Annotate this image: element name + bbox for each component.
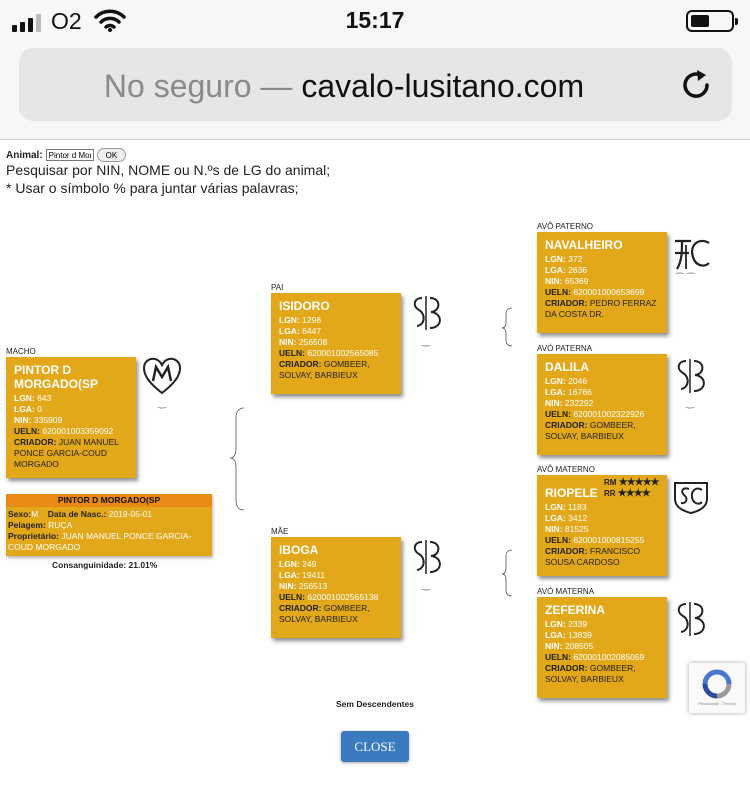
relation-label-paternal-grandfather: AVÔ PATERNO [537, 222, 594, 231]
owner-label: Proprietário: [8, 531, 60, 541]
ueln-label: UELN: [14, 426, 40, 436]
nin-value: 256508 [298, 337, 328, 347]
ueln-value: 620001002565138 [307, 592, 379, 602]
ueln-value: 620001002085059 [573, 652, 645, 662]
url-domain: cavalo-lusitano.com [301, 68, 585, 104]
nin-label: NIN: [545, 398, 563, 408]
consang-value: 21.01% [128, 560, 158, 570]
breeder-label: CRIADOR: [14, 437, 57, 447]
ueln-label: UELN: [545, 535, 571, 545]
maternal-grandfather-name: RIOPELE [545, 486, 598, 500]
paternal-grandmother-card[interactable] [537, 354, 667, 455]
logo-divider: ‿ [422, 580, 431, 591]
logo-divider: ⁀ ⁀ [676, 274, 695, 285]
ueln-label: UELN: [545, 652, 571, 662]
breeder-label: CRIADOR: [279, 359, 322, 369]
maternal-grandmother-name: ZEFERINA [545, 603, 605, 617]
lga-value: 19411 [302, 570, 326, 580]
lgn-value: 1183 [568, 502, 587, 512]
rr-stars: ★★★★ [617, 488, 650, 499]
breeder-value: PEDRO FERRAZ DA COSTA DR. [545, 298, 657, 319]
lgn-label: LGN: [545, 254, 566, 264]
lga-label: LGA: [279, 326, 300, 336]
lga-value: 0 [37, 404, 42, 414]
breeder-value: GOMBEER, SOLVAY, BARBIEUX [279, 359, 370, 380]
sex-value: M [31, 509, 39, 519]
search-hint-2: * Usar o símbolo % para juntar várias palavras; [6, 180, 299, 196]
relation-label-sire: PAI [271, 283, 284, 292]
lga-value: 13839 [568, 630, 592, 640]
lga-value: 6447 [302, 326, 322, 336]
sire-card[interactable] [271, 293, 401, 394]
sb-icon [673, 599, 709, 639]
recaptcha-links[interactable]: Privacidade - Termos [698, 701, 736, 706]
owner-value: JUAN MANUEL PONCE GARCIA-COUD MORGADO [8, 531, 192, 552]
paternal-grandfather-name: NAVALHEIRO [545, 238, 623, 252]
nin-value: 335909 [33, 415, 63, 425]
animal-name: PINTOR D MORGADO(SP [14, 363, 98, 391]
lga-value: 2636 [568, 265, 588, 275]
dam-name: IBOGA [279, 543, 319, 557]
lgn-label: LGN: [545, 376, 566, 386]
nin-value: 81525 [564, 524, 589, 534]
breeder-label: CRIADOR: [545, 663, 588, 673]
paternal-grandmother-name: DALILA [545, 360, 589, 374]
breeder-value: JUAN MANUEL PONCE GARCIA-COUD MORGADO [14, 437, 119, 469]
nin-value: 256513 [298, 581, 328, 591]
sire-name: ISIDORO [279, 299, 330, 313]
breeder-label: CRIADOR: [279, 603, 322, 613]
sb-icon [673, 356, 709, 396]
breeder-value: GOMBEER, SOLVAY, BARBIEUX [279, 603, 370, 624]
animal-card[interactable] [6, 357, 136, 478]
lgn-label: LGN: [545, 619, 566, 629]
consanguinity [52, 560, 157, 570]
nin-value: 232292 [564, 398, 594, 408]
relation-label-paternal-grandmother: AVÓ PATERNA [537, 344, 593, 353]
search-hint-1: Pesquisar por NIN, NOME ou N.ºs de LG do animal; [6, 162, 331, 178]
dam-card[interactable] [271, 537, 401, 638]
ok-button[interactable]: OK [97, 148, 127, 162]
relation-label-animal: MACHO [6, 347, 36, 356]
lgn-value: 249 [302, 559, 317, 569]
breeder-label: CRIADOR: [545, 298, 588, 308]
lgn-value: 2046 [568, 376, 588, 386]
close-button[interactable]: CLOSE [341, 731, 409, 762]
sb-icon [409, 293, 445, 333]
ueln-label: UELN: [545, 409, 571, 419]
lga-label: LGA: [545, 630, 566, 640]
breeder-value: FRANCISCO SOUSA CARDOSO [545, 546, 640, 567]
consang-label: Consanguinidade: [52, 560, 127, 570]
lga-label: LGA: [545, 387, 566, 397]
logo-divider: ‿ [686, 398, 695, 409]
sc-icon [671, 479, 711, 515]
nin-value: 208505 [564, 641, 594, 651]
ueln-value: 620001000653699 [573, 287, 645, 297]
lga-label: LGA: [14, 404, 35, 414]
nin-label: NIN: [279, 337, 297, 347]
coat-label: Pelagem: [8, 520, 46, 530]
details-title: PINTOR D MORGADO(SP [6, 494, 212, 507]
ueln-label: UELN: [545, 287, 571, 297]
recaptcha-icon [701, 669, 733, 699]
url-insecure-label: No seguro — [103, 68, 302, 104]
rm-stars: ★★★★★ [618, 477, 659, 488]
relation-label-dam: MÃE [271, 527, 289, 536]
logo-divider: ‿ [158, 398, 167, 409]
nin-label: NIN: [545, 276, 563, 286]
fc-icon [671, 235, 713, 275]
maternal-grandmother-card[interactable] [537, 597, 667, 698]
lgn-label: LGN: [545, 502, 566, 512]
paternal-grandfather-card[interactable] [537, 232, 667, 333]
animal-label: Animal: [6, 149, 43, 161]
animal-details-panel [6, 494, 212, 556]
logo-divider: ‿ [422, 336, 431, 347]
no-descendants-text: Sem Descendentes [336, 699, 414, 709]
ueln-value: 620001003359092 [42, 426, 114, 436]
ueln-label: UELN: [279, 592, 305, 602]
nin-label: NIN: [279, 581, 297, 591]
lga-label: LGA: [545, 265, 566, 275]
breeder-label: CRIADOR: [545, 420, 588, 430]
breeder-label: CRIADOR: [545, 546, 588, 556]
rm-label: RM [604, 478, 617, 487]
clock: 15:17 [345, 7, 405, 33]
relation-label-maternal-grandmother: AVÓ MATERNA [537, 587, 595, 596]
breeder-value: GOMBEER, SOLVAY, BARBIEUX [545, 663, 636, 684]
heart-m-icon [142, 356, 182, 396]
ueln-value: 620001002322926 [573, 409, 645, 419]
lga-value: 16766 [568, 387, 592, 397]
maternal-grandfather-card[interactable] [537, 475, 667, 576]
nin-label: NIN: [545, 641, 563, 651]
rm-rating [604, 477, 659, 488]
lgn-label: LGN: [14, 393, 35, 403]
relation-label-maternal-grandfather: AVÔ MATERNO [537, 465, 595, 474]
ueln-value: 620001000815255 [573, 535, 645, 545]
nin-label: NIN: [545, 524, 563, 534]
ueln-value: 620001002565085 [307, 348, 379, 358]
lgn-value: 643 [37, 393, 52, 403]
lga-label: LGA: [279, 570, 300, 580]
birth-label: Data de Nasc.: [47, 509, 107, 519]
lgn-label: LGN: [279, 315, 300, 325]
nin-label: NIN: [14, 415, 32, 425]
lga-label: LGA: [545, 513, 566, 523]
coat-value: RUÇA [48, 520, 73, 530]
sex-label: Sexo: [8, 509, 32, 519]
birth-value: 2019-05-01 [108, 509, 153, 519]
lgn-value: 372 [568, 254, 583, 264]
lga-value: 3412 [568, 513, 588, 523]
lgn-value: 1298 [302, 315, 322, 325]
lgn-label: LGN: [279, 559, 300, 569]
lgn-value: 2339 [568, 619, 588, 629]
nin-value: 65369 [564, 276, 589, 286]
recaptcha-badge[interactable] [689, 663, 745, 713]
sb-icon [409, 537, 445, 577]
rr-rating [604, 488, 650, 499]
carrier-name: O2 [51, 8, 82, 34]
breeder-value: GOMBEER, SOLVAY, BARBIEUX [545, 420, 636, 441]
rr-label: RR [604, 489, 616, 498]
ueln-label: UELN: [279, 348, 305, 358]
